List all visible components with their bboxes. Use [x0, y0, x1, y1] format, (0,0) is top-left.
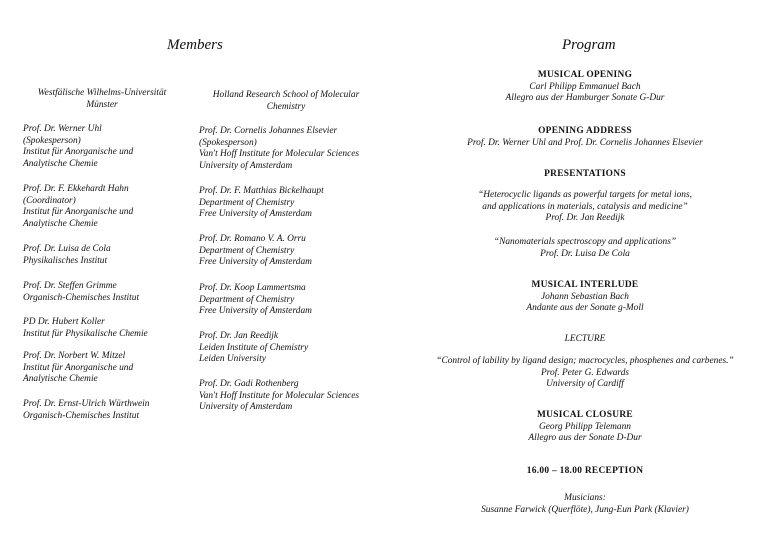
member-entry-grimme — [23, 281, 139, 304]
text-line: Prof. Dr. F. Matthias Bickelhaupt — [199, 186, 324, 196]
program-heading: Program — [562, 37, 616, 53]
member-entry-koller — [23, 317, 148, 340]
text-line: Institut für Anorganische und — [23, 207, 134, 218]
text-line: and applications in materials, catalysis and medicine” — [482, 201, 688, 212]
member-entry-lammertsma — [199, 283, 312, 318]
program-opening-address — [420, 126, 750, 149]
text-line: (Spokesperson) — [23, 135, 81, 146]
text-line: Prof. Peter G. Edwards — [540, 367, 630, 378]
program-reception — [420, 466, 750, 478]
text-line: Leiden University — [199, 354, 266, 365]
text-line: Chemistry — [266, 101, 306, 112]
text-line: Organisch-Chemisches Institut — [23, 292, 140, 303]
text-line: MUSICAL OPENING — [537, 70, 633, 80]
text-line: Van't Hoff Institute for Molecular Sciences — [199, 149, 360, 160]
program-presentations — [420, 169, 750, 181]
program-musical-closure — [420, 410, 750, 445]
text-line: “Nanomaterials spectroscopy and applications” — [493, 237, 677, 247]
text-line: University of Amsterdam — [199, 160, 293, 171]
text-line: Münster — [86, 99, 118, 110]
member-entry-rothenberg — [199, 379, 359, 414]
text-line: Institut für Anorganische und — [23, 147, 134, 158]
text-line: Physikalisches Institut — [23, 255, 108, 266]
right-university-name — [196, 90, 376, 113]
text-line: Musicians: — [564, 493, 606, 503]
member-entry-orru — [199, 234, 312, 269]
text-line: Free University of Amsterdam — [199, 209, 312, 220]
text-line: Allegro aus der Hamburger Sonate G-Dur — [505, 93, 665, 104]
text-line: Leiden Institute of Chemistry — [199, 342, 309, 353]
text-line: Prof. Dr. Steffen Grimme — [23, 281, 117, 291]
text-line: Prof. Dr. Luisa de Cola — [23, 244, 111, 254]
text-line: Institut für Anorganische und — [23, 362, 134, 373]
text-line: LECTURE — [564, 334, 606, 344]
text-line: Andante aus der Sonate g-Moll — [526, 303, 644, 314]
text-line: Prof. Dr. Ernst-Ulrich Würthwein — [23, 399, 150, 409]
text-line: “Heterocyclic ligands as powerful targets for metal ions, — [478, 190, 692, 200]
member-entry-uhl — [23, 124, 133, 170]
text-line: Prof. Dr. Jan Reedijk — [545, 213, 625, 224]
program-musicians — [420, 493, 750, 516]
text-line: Prof. Dr. F. Ekkehardt Hahn — [23, 184, 129, 194]
member-entry-elsevier — [199, 126, 359, 172]
member-entry-bickelhaupt — [199, 186, 324, 221]
text-line: Prof. Dr. Romano V. A. Orru — [199, 234, 306, 244]
text-line: Institut für Physikalische Chemie — [23, 328, 148, 339]
text-line: Analytische Chemie — [23, 218, 98, 229]
member-entry-reedijk — [199, 331, 308, 366]
program-talk-decola — [420, 237, 750, 260]
text-line: Department of Chemistry — [199, 197, 295, 208]
text-line: Holland Research School of Molecular — [212, 90, 360, 100]
program-musical-interlude — [420, 280, 750, 315]
text-line: Georg Philipp Telemann — [538, 421, 631, 432]
text-line: Prof. Dr. Gadi Rothenberg — [199, 379, 299, 389]
text-line: Johann Sebastian Bach — [540, 291, 629, 302]
text-line: Prof. Dr. Norbert W. Mitzel — [23, 351, 126, 361]
text-line: “Control of lability by ligand design; macrocycles, phosphenes and carbenes.” — [436, 356, 734, 366]
program-talk-reedijk — [420, 190, 750, 225]
text-line: Prof. Dr. Jan Reedijk — [199, 331, 279, 341]
text-line: Carl Philipp Emmanuel Bach — [529, 81, 641, 92]
program-lecture-details — [420, 356, 750, 391]
text-line: Free University of Amsterdam — [199, 257, 312, 268]
text-line: Department of Chemistry — [199, 294, 295, 305]
program-lecture — [420, 334, 750, 346]
text-line: MUSICAL CLOSURE — [537, 410, 633, 420]
text-line: Prof. Dr. Cornelis Johannes Elsevier — [199, 126, 338, 136]
text-line: Westfälische Wilhelms-Universität — [37, 88, 167, 98]
members-heading: Members — [167, 37, 223, 53]
text-line: Free University of Amsterdam — [199, 306, 312, 317]
text-line: Analytische Chemie — [23, 374, 98, 385]
member-entry-mitzel — [23, 351, 133, 386]
text-line: Organisch-Chemisches Institut — [23, 410, 140, 421]
text-line: PRESENTATIONS — [544, 169, 626, 179]
text-line: University of Cardiff — [546, 379, 624, 390]
text-line: University of Amsterdam — [199, 402, 293, 413]
member-entry-hahn — [23, 184, 133, 230]
text-line: Department of Chemistry — [199, 245, 295, 256]
text-line: Analytische Chemie — [23, 158, 98, 169]
text-line: (Coordinator) — [23, 195, 76, 206]
text-line: Van't Hoff Institute for Molecular Sciences — [199, 390, 360, 401]
text-line: Prof. Dr. Werner Uhl and Prof. Dr. Cornelis Johannes Elsevier — [467, 137, 703, 148]
text-line: Prof. Dr. Koop Lammertsma — [199, 283, 306, 293]
program-musical-opening — [420, 70, 750, 105]
text-line: Allegro aus der Sonate D-Dur — [528, 433, 642, 444]
text-line: Prof. Dr. Luisa De Cola — [540, 248, 630, 259]
text-line: MUSICAL INTERLUDE — [531, 280, 639, 290]
member-entry-wurthwein — [23, 399, 149, 422]
text-line: 16.00 – 18.00 RECEPTION — [526, 466, 644, 476]
left-university-name — [22, 88, 182, 111]
member-entry-decola — [23, 244, 111, 267]
text-line: Prof. Dr. Werner Uhl — [23, 124, 102, 134]
text-line: Susanne Farwick (Querflöte), Jung-Eun Park (Klavier) — [481, 504, 689, 515]
text-line: (Spokesperson) — [199, 137, 257, 148]
text-line: PD Dr. Hubert Koller — [23, 317, 105, 327]
text-line: OPENING ADDRESS — [538, 126, 632, 136]
